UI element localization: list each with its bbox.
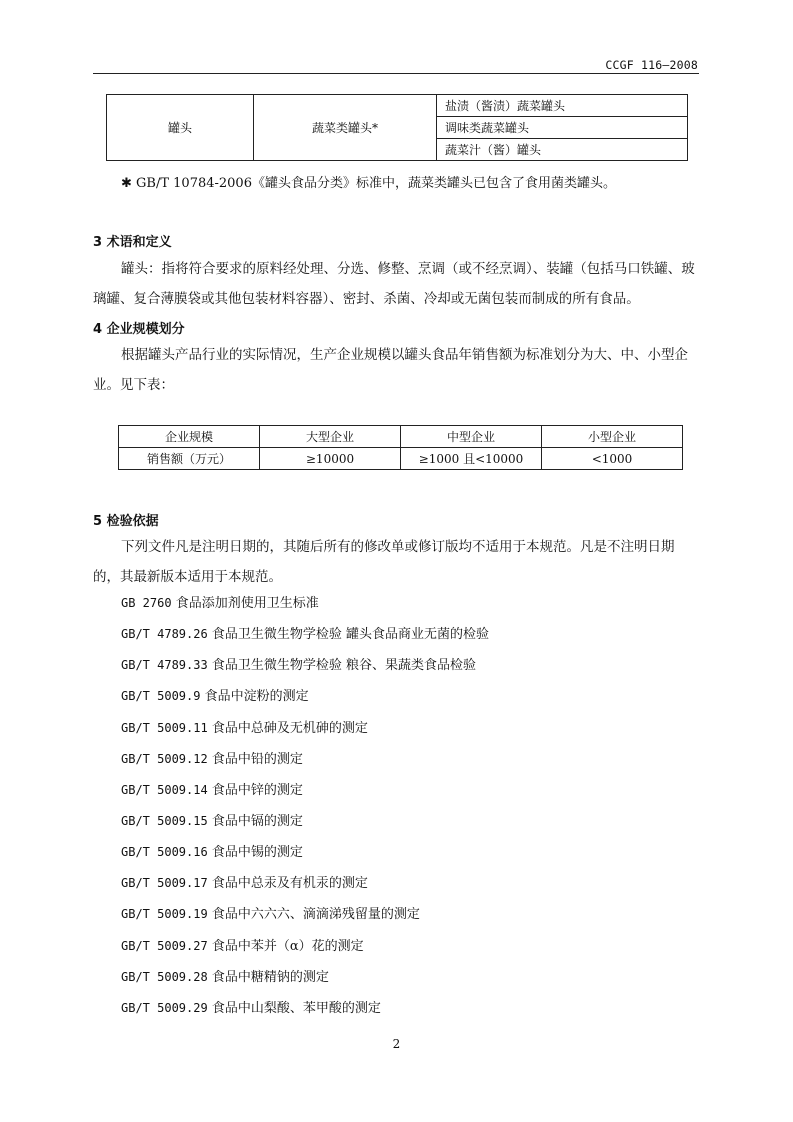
list-item: [121, 837, 489, 868]
reference-title: 食品卫生微生物学检验 粮谷、果蔬类食品检验: [211, 658, 476, 674]
section-5-heading: 5 检验依据: [93, 514, 159, 529]
reference-title: 食品中山梨酸、苯甲酸的测定: [211, 1000, 381, 1016]
reference-title: 食品中锌的测定: [211, 782, 303, 798]
list-item: [121, 899, 489, 930]
list-item: [121, 931, 489, 962]
reference-title: 食品中淀粉的测定: [204, 689, 309, 705]
reference-code: GB/T 5009.15: [121, 813, 208, 828]
list-item: [121, 744, 489, 775]
page-number: 2: [392, 1037, 401, 1051]
data-cell: ≥1000 且<10000: [401, 448, 542, 470]
list-item: [121, 775, 489, 806]
list-item: [121, 650, 489, 681]
data-cell: ≥10000: [260, 448, 401, 470]
reference-code: GB/T 4789.26: [121, 627, 208, 642]
item-cell: 蔬菜汁（酱）罐头: [437, 139, 688, 161]
list-item: [121, 588, 489, 619]
header-cell: 小型企业: [542, 426, 683, 448]
data-cell: <1000: [542, 448, 683, 470]
header-rule: [93, 73, 699, 74]
reference-code: GB/T 5009.11: [121, 720, 208, 735]
table-header-row: [119, 426, 683, 448]
header-cell: 企业规模: [119, 426, 260, 448]
list-item: [121, 868, 489, 899]
list-item: [121, 713, 489, 744]
section-5-body: 下列文件凡是注明日期的，其随后所有的修改单或修订版均不适用于本规范。凡是不注明日期的，其最新版本适用于本规范。: [93, 539, 675, 585]
reference-code: GB/T 5009.16: [121, 845, 208, 860]
reference-code: GB 2760: [121, 596, 172, 610]
category-table: [106, 94, 688, 161]
reference-title: 食品中总砷及无机砷的测定: [211, 720, 368, 736]
subcategory-cell: 蔬菜类罐头*: [254, 95, 437, 161]
reference-code: GB/T 5009.27: [121, 938, 208, 953]
reference-code: GB/T 5009.28: [121, 969, 208, 984]
header-cell: 大型企业: [260, 426, 401, 448]
document-code: CCGF 116—2008: [605, 58, 698, 72]
header-cell: 中型企业: [401, 426, 542, 448]
reference-title: 食品中糖精钠的测定: [211, 969, 329, 985]
reference-code: GB/T 5009.12: [121, 751, 208, 766]
list-item: [121, 962, 489, 993]
list-item: [121, 806, 489, 837]
section-3-body: 罐头：指将符合要求的原料经处理、分选、修整、烹调（或不经烹调）、装罐（包括马口铁罐、玻璃罐、复合薄膜袋或其他包装材料容器）、密封、杀菌、冷却或无菌包装而制成的所有食品。: [93, 261, 695, 307]
item-cell: 调味类蔬菜罐头: [437, 117, 688, 139]
list-item: [121, 619, 489, 650]
table-note: ✱ GB/T 10784-2006《罐头食品分类》标准中，蔬菜类罐头已包含了食用菌类罐头。: [121, 176, 616, 191]
item-cell: 盐渍（酱渍）蔬菜罐头: [437, 95, 688, 117]
section-3-heading: 3 术语和定义: [93, 235, 172, 250]
reference-code: GB/T 4789.33: [121, 658, 208, 673]
reference-title: 食品中苯并（α）花的测定: [211, 938, 364, 954]
reference-code: GB/T 5009.9: [121, 689, 201, 704]
scale-table: [118, 425, 683, 470]
reference-code: GB/T 5009.17: [121, 876, 208, 891]
section-4-heading: 4 企业规模划分: [93, 322, 185, 337]
section-4-body: 根据罐头产品行业的实际情况，生产企业规模以罐头食品年销售额为标准划分为大、中、小型企业。见下表：: [93, 347, 688, 393]
reference-code: GB/T 5009.29: [121, 1000, 208, 1015]
reference-list: [121, 588, 489, 1024]
table-row: [119, 448, 683, 470]
reference-code: GB/T 5009.19: [121, 907, 208, 922]
data-cell: 销售额（万元）: [119, 448, 260, 470]
reference-title: 食品中铅的测定: [211, 751, 303, 767]
list-item: [121, 681, 489, 712]
reference-title: 食品中总汞及有机汞的测定: [211, 876, 368, 892]
reference-title: 食品中锡的测定: [211, 845, 303, 861]
reference-title: 食品中镉的测定: [211, 813, 303, 829]
reference-title: 食品添加剂使用卫生标准: [175, 596, 319, 611]
list-item: [121, 993, 489, 1024]
reference-title: 食品中六六六、滴滴涕残留量的测定: [211, 907, 420, 923]
category-cell: 罐头: [107, 95, 254, 161]
table-row: [107, 95, 688, 117]
reference-code: GB/T 5009.14: [121, 782, 208, 797]
reference-title: 食品卫生微生物学检验 罐头食品商业无菌的检验: [211, 627, 489, 643]
